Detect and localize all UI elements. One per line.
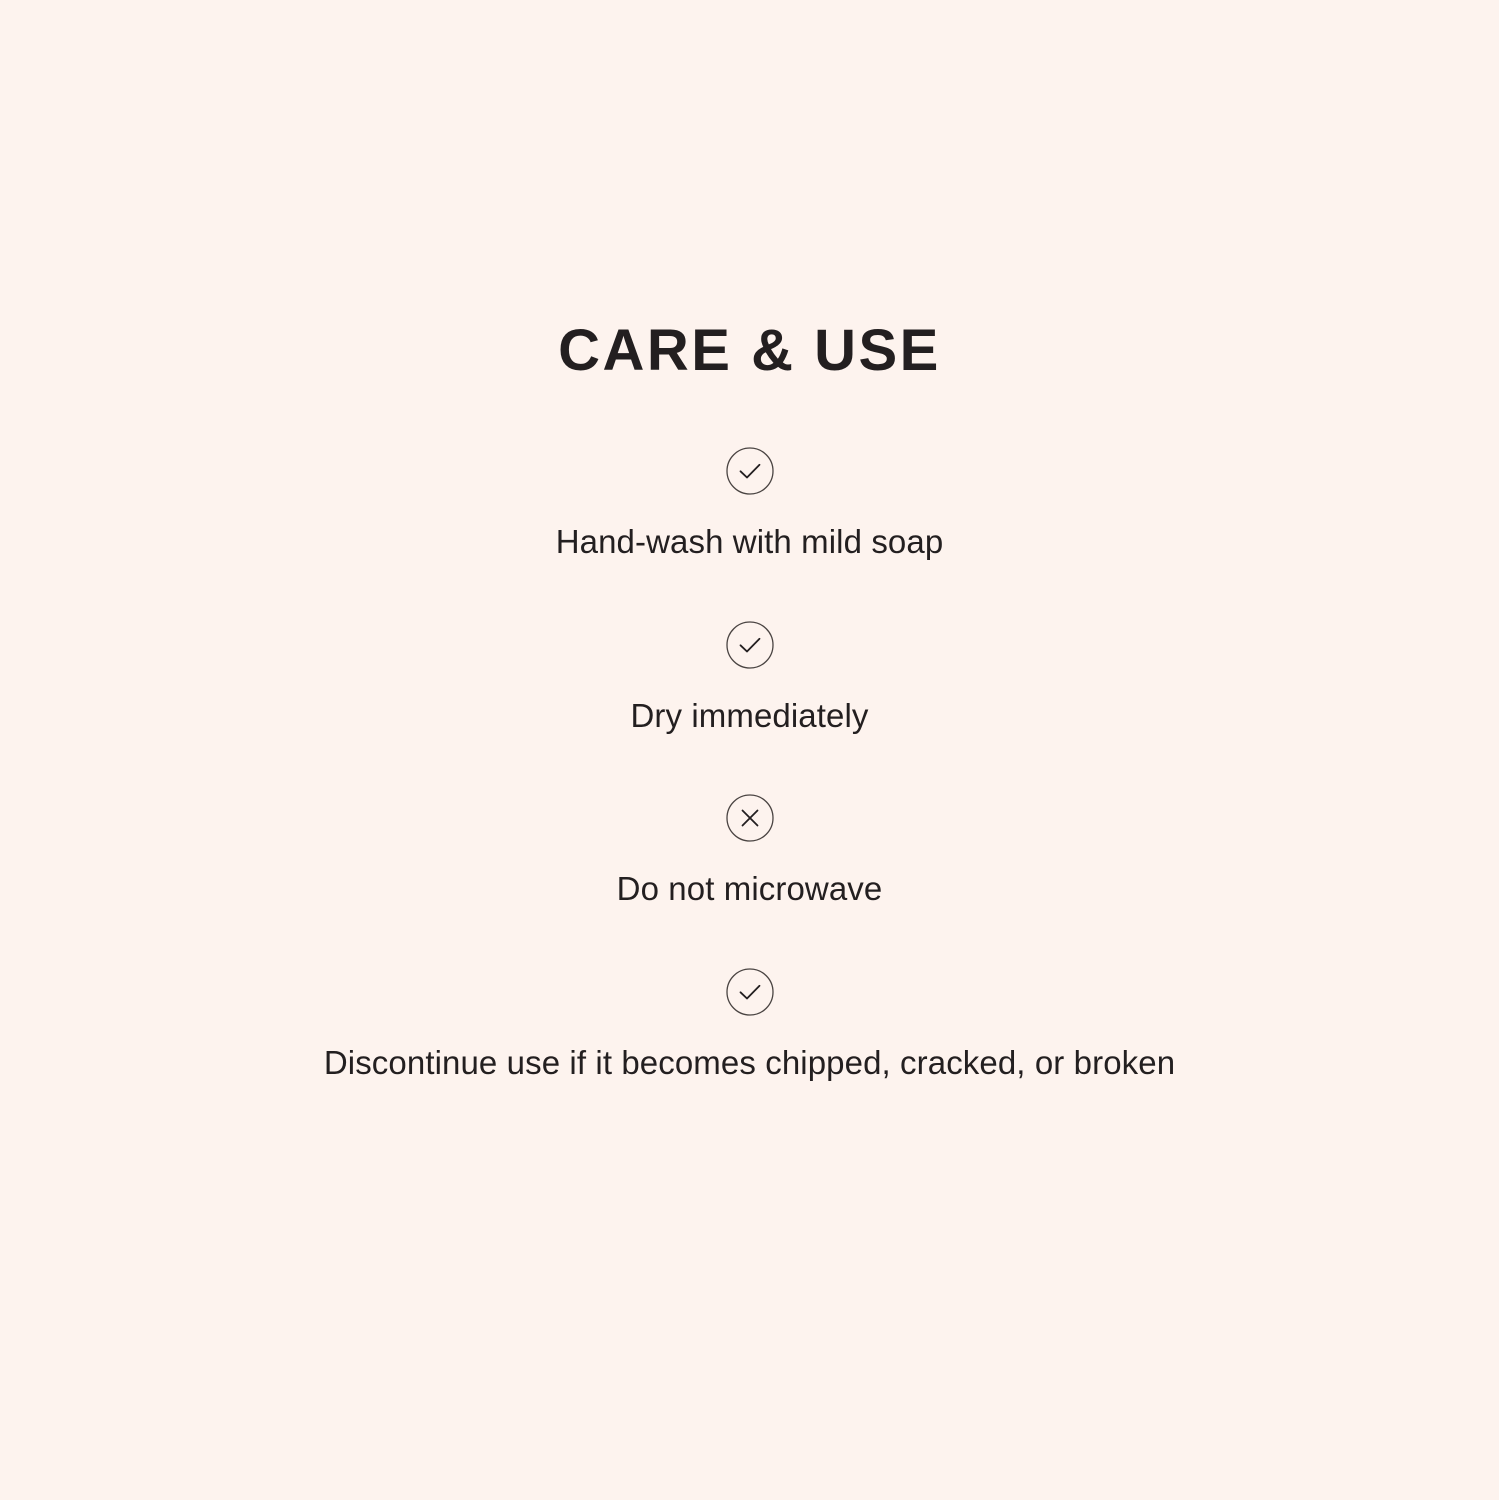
check-circle-icon bbox=[725, 446, 775, 496]
list-item bbox=[0, 446, 1499, 562]
list-item bbox=[0, 620, 1499, 736]
list-item-label: Hand-wash with mild soap bbox=[555, 523, 944, 560]
page-title: CARE & USE bbox=[558, 318, 941, 383]
list-item bbox=[0, 967, 1499, 1083]
list-item-label: Do not microwave bbox=[616, 870, 883, 908]
list-item-label: Discontinue use if it becomes chipped, cracked, or broken bbox=[323, 1043, 1176, 1081]
care-instructions-list bbox=[0, 446, 1499, 1082]
check-circle-icon bbox=[725, 967, 775, 1017]
list-item-label: Dry immediately bbox=[630, 696, 869, 734]
cross-circle-icon bbox=[725, 793, 775, 843]
list-item bbox=[0, 793, 1499, 909]
check-circle-icon bbox=[725, 620, 775, 670]
